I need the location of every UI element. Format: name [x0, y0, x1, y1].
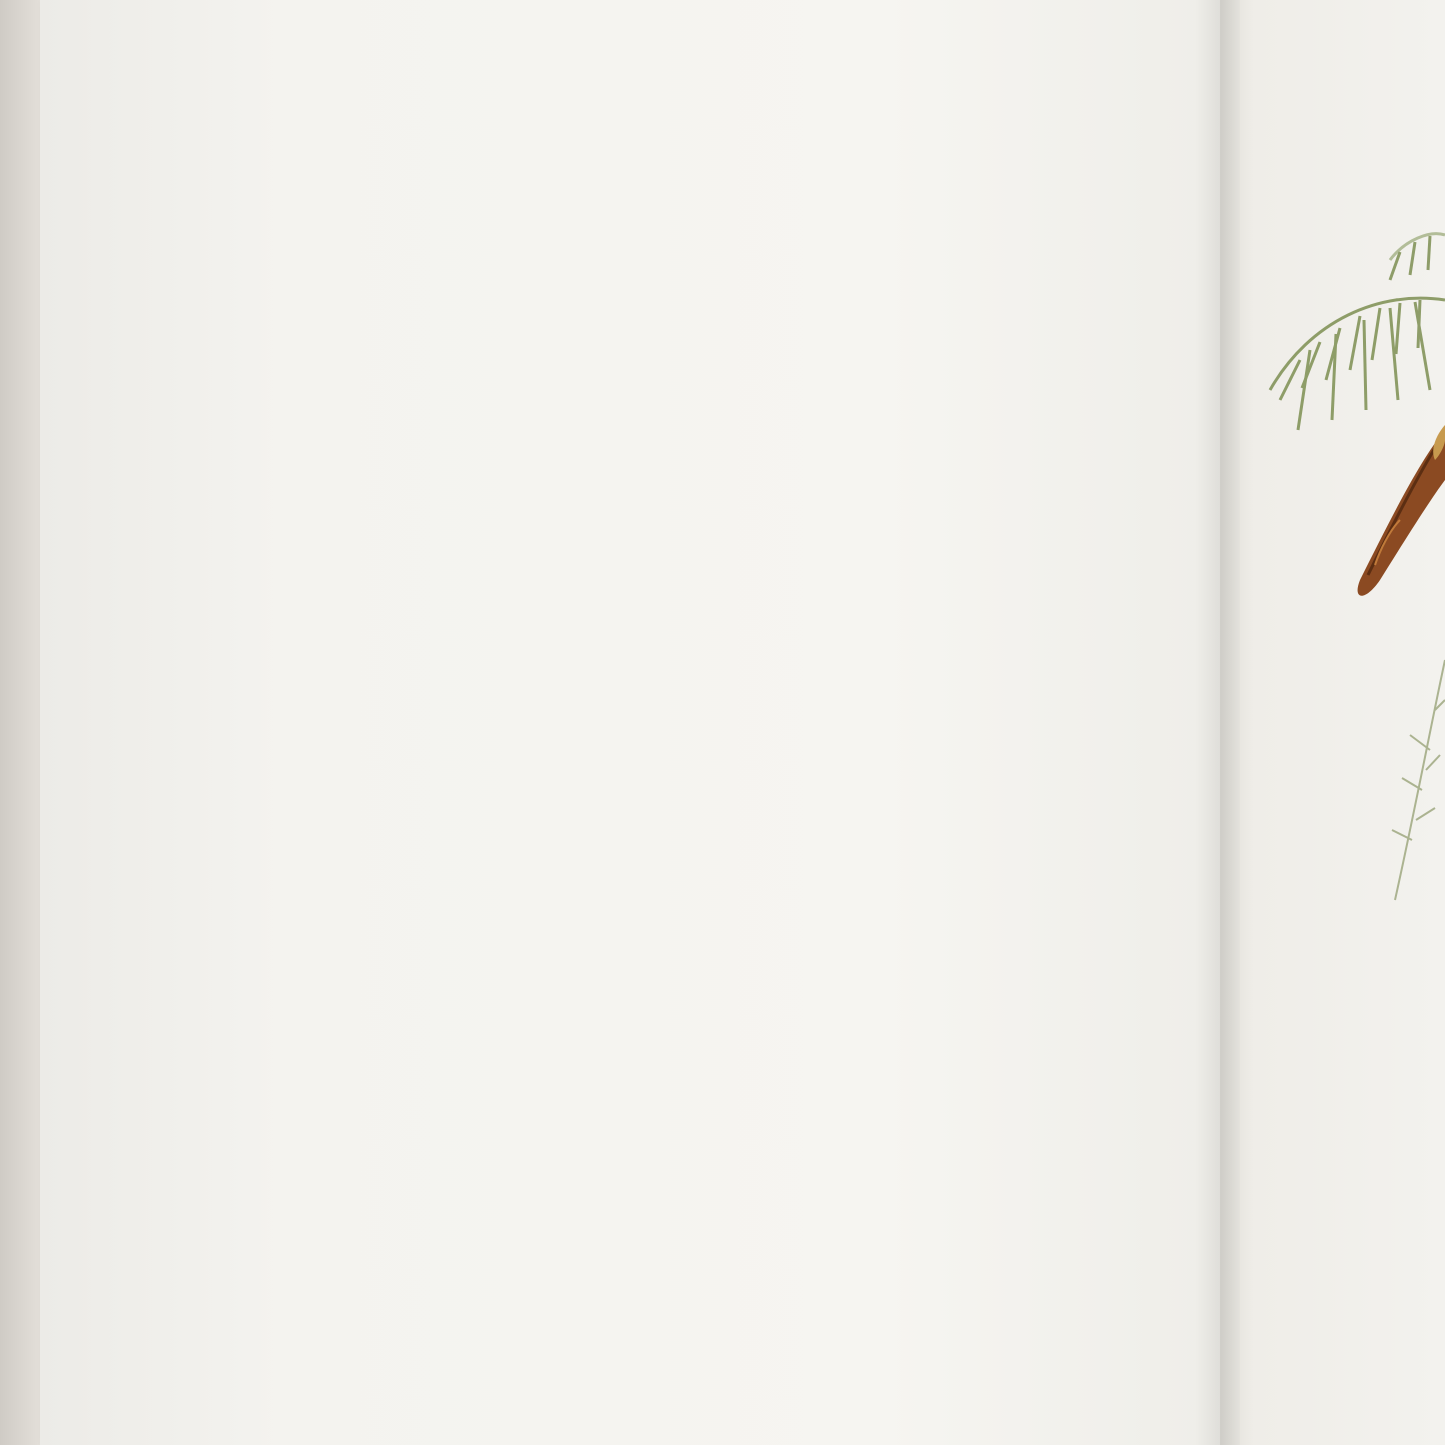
gutter-shadow	[1195, 0, 1240, 1445]
book-page	[40, 0, 1245, 1445]
bird-body	[1358, 425, 1445, 596]
bird-illustration-icon	[1240, 230, 1445, 930]
fern-leaves	[1270, 234, 1445, 430]
grass-stems	[1392, 660, 1445, 900]
